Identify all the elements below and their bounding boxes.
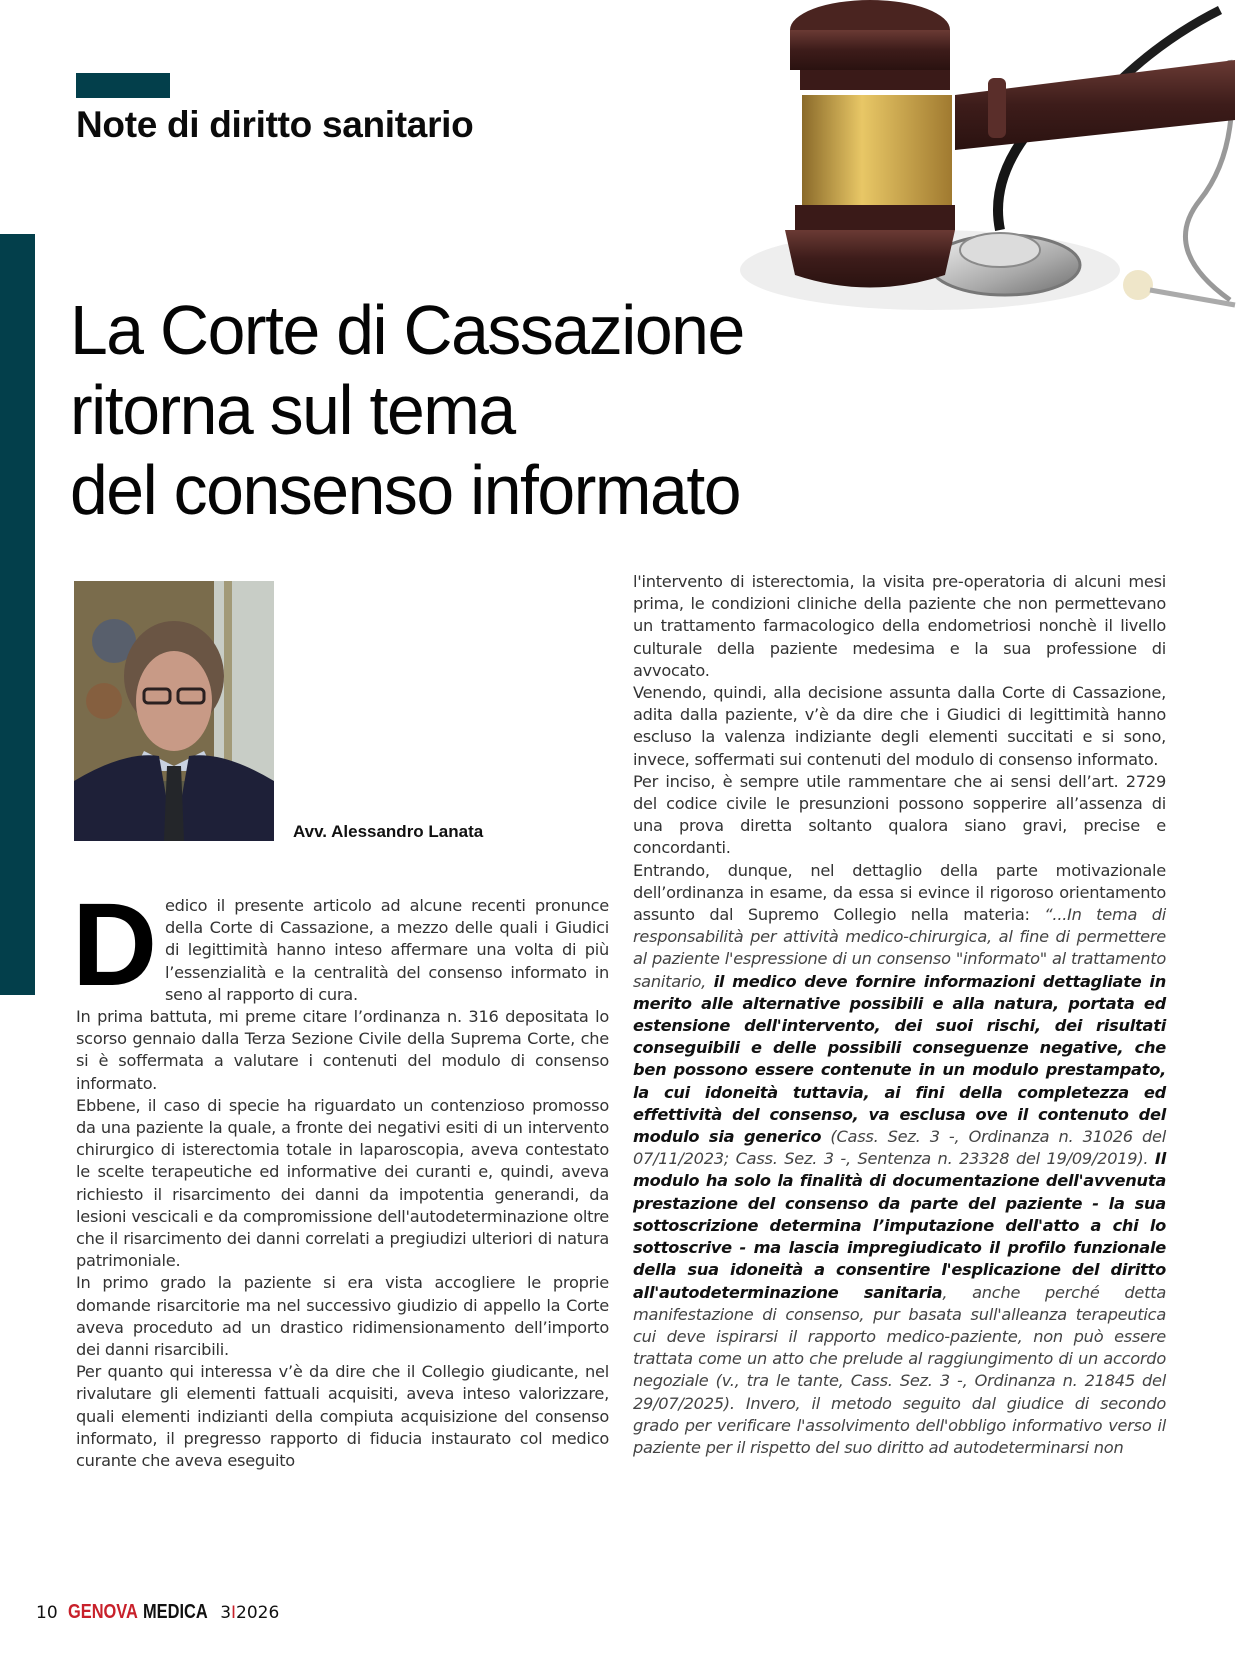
magazine-logo bbox=[68, 1601, 211, 1624]
gavel-stethoscope-icon bbox=[730, 0, 1240, 345]
paragraph: Per inciso, è sempre utile rammentare che ai sensi dell’art. 2729 del codice civile le presunzioni possono sopperire all’assenza di una prova diretta soltanto qualora siano gravi, precise e concordanti. bbox=[633, 771, 1166, 858]
page-number: 10 bbox=[36, 1603, 58, 1623]
author-photo bbox=[74, 581, 274, 841]
paragraph: Dedico il presente articolo ad alcune recenti pronunce della Corte di Cassazione, a mezzo delle quali i Giudici di legittimità hanno inteso affermare una volta di più l’essenzialità e la centralità del consenso informato in seno al rapporto di cura. bbox=[72, 879, 609, 1011]
quote-italic: , anche perché detta manifestazione di consenso, pur basata sull'alleanza terapeutica cui deve ispirarsi il rapporto medico-paziente, non può essere trattata come un atto che prelude al raggiungimento di un accordo negoziale (v., tra le tante, Cass. Sez. 3 -, Ordinanza n. 21845 del 29/07/2025). Invero, il metodo seguito dal giudice di secondo grado per verificare l'assolvimento dell'obbligo informativo verso il paziente per il rispetto del suo diritto ad autodeterminarsi non bbox=[633, 1282, 1166, 1457]
hero-image-gavel-stethoscope bbox=[730, 0, 1240, 345]
article-column-left bbox=[72, 879, 609, 1472]
author-byline: Avv. Alessandro Lanata bbox=[293, 822, 484, 841]
kicker-accent-bar bbox=[76, 73, 170, 98]
section-kicker: Note di diritto sanitario bbox=[76, 104, 474, 145]
page-footer bbox=[36, 1601, 279, 1624]
author-portrait-icon bbox=[74, 581, 274, 841]
paragraph: l'intervento di isterectomia, la visita pre-operatoria di alcuni mesi prima, le condizioni cliniche della paziente che non permettevano un trattamento farmacologico della endometriosi nonchè il livello culturale della paziente medesima e la sua professione di avvocato. bbox=[633, 572, 1166, 680]
quote-bold: il medico deve fornire informazioni dettagliate in merito alle alternative possibili e alla natura, portata ed estensione dell'intervento, dei suoi rischi, dei risultati conseguibili e delle possibili conseguenze negative, che ben possono essere contenute in un modulo prestampato, la cui idoneità tuttavia, ai fini della completezza ed effettività del consenso, va esclusa ove il contenuto del modulo sia generico bbox=[633, 971, 1166, 1147]
brand-medica: MEDICA bbox=[143, 1601, 208, 1623]
paragraph: Ebbene, il caso di specie ha riguardato un contenzioso promosso da una paziente la quale, a fronte dei negativi esiti di un intervento chirurgico di isterectomia totale in laparoscopia, aveva contestato le scelte terapeutiche ed informative dei curanti e, quindi, aveva richiesto il risarcimento dei danni da impotentia generandi, da lesioni vescicali e da compromissione dell'autodeterminazione oltre che il risarcimento dei danni correlati a pregiudizi ulteriori di natura patrimoniale. bbox=[76, 1095, 609, 1271]
title-line: La Corte di Cassazione bbox=[70, 291, 744, 369]
side-accent-bar bbox=[0, 234, 35, 995]
dropcap: D bbox=[72, 879, 157, 1011]
brand-genova: GENOVA bbox=[67, 1601, 138, 1623]
paragraph: Per quanto qui interessa v’è da dire che il Collegio giudicante, nel rivalutare gli elementi fattuali acquisiti, aveva inteso valorizzare, quali elementi indizianti della compiuta acquisizione del consenso informato, il pregresso rapporto di fiducia instaurato col medico curante che aveva eseguito bbox=[76, 1362, 609, 1471]
title-line: ritorna sul tema bbox=[70, 371, 515, 449]
article-column-right bbox=[633, 571, 1166, 1459]
article-title bbox=[70, 290, 744, 530]
title-line: del consenso informato bbox=[70, 451, 741, 529]
paragraph: Venendo, quindi, alla decisione assunta dalla Corte di Cassazione, adita dalla paziente, v’è da dire che i Giudici di legittimità hanno escluso la valenza indiziante degli elementi succitati e si sono, invece, soffermati sui contenuti del modulo di consenso informato. bbox=[633, 683, 1166, 769]
paragraph: In primo grado la paziente si era vista accogliere le proprie domande risarcitorie ma nel successivo giudizio di appello la Corte aveva proceduto ad un drastico ridimensionamento dell’importo dei danni risarcibili. bbox=[76, 1273, 609, 1360]
quote-italic: (Cass. Sez. 3 -, Ordinanza n. 31026 del 07/11/2023; Cass. Sez. 3 -, Sentenza n. 23328 del 19/09/2019). bbox=[633, 1127, 1166, 1169]
quote-bold: Il modulo ha solo la finalità di documentazione dell'avvenuta prestazione del consenso da parte del paziente - la sua sottoscrizione determina l’imputazione dell'atto a chi lo sottoscrive - ma lascia impregiudicato il profilo funzionale della sua idoneità a consentire l'esplicazione del diritto all'autodeterminazione sanitaria bbox=[633, 1149, 1166, 1302]
paragraph-with-quote: Entrando, dunque, nel dettaglio della parte motivazionale dell’ordinanza in esame, da essa si evince il rigoroso orientamento assunto dal Supremo Collegio nella materia: “...In tema di responsabilità per attività medico-chirurgica, al fine di permettere al paziente l'espressione di un consenso "informato" al trattamento sanitario, il medico deve fornire informazioni dettagliate in merito alle alternative possibili e alla natura, portata ed estensione dell'intervento, dei suoi rischi, dei risultati conseguibili e delle possibili conseguenze negative, che ben possono essere contenute in un modulo prestampato, la cui idoneità tuttavia, ai fini della completezza ed effettività del consenso, va esclusa ove il contenuto del modulo sia generico (Cass. Sez. 3 -, Ordinanza n. 31026 del 07/11/2023; Cass. Sez. 3 -, Sentenza n. 23328 del 19/09/2019). Il modulo ha solo la finalità di documentazione dell'avvenuta prestazione del consenso da parte del paziente - la sua sottoscrizione determina l’imputazione dell'atto a chi lo sottoscrive - ma lascia impregiudicato il profilo funzionale della sua idoneità a consentire l'esplicazione del diritto all'autodeterminazione sanitaria, anche perché detta manifestazione di consenso, pur basata sull'alleanza terapeutica cui deve ispirarsi il rapporto medico-paziente, non può essere trattata come un atto che prelude al raggiungimento di un accordo negoziale (v., tra le tante, Cass. Sez. 3 -, Ordinanza n. 21845 del 29/07/2025). Invero, il metodo seguito dal giudice di secondo grado per verificare l'assolvimento dell'obbligo informativo verso il paziente per il rispetto del suo diritto ad autodeterminarsi non bbox=[633, 860, 1167, 1457]
paragraph: In prima battuta, mi preme citare l’ordinanza n. 316 depositata lo scorso gennaio dalla Terza Sezione Civile della Suprema Corte, che si è soffermata a valutare i contenuti del modulo di consenso informato. bbox=[76, 1007, 609, 1093]
issue-number: 3I2026 bbox=[220, 1603, 280, 1623]
quote-italic: “...In tema di responsabilità per attività medico-chirurgica, al fine di permettere al paziente l'espressione di un consenso "informato" al trattamento sanitario, bbox=[633, 905, 1167, 991]
